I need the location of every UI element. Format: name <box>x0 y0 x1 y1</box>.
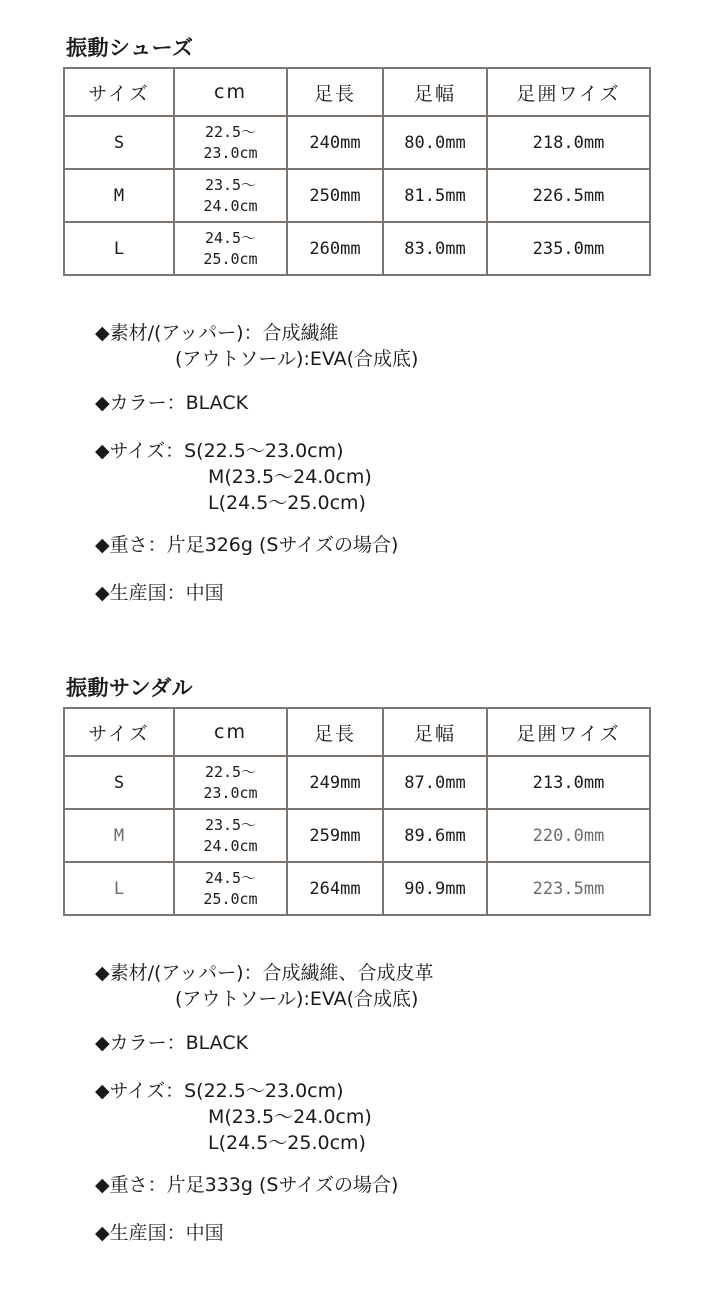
header-size: サイズ <box>64 708 174 756</box>
range-top: 23.5～ <box>204 815 257 834</box>
spec-value-sole: (アウトソール):EVA(合成底) <box>175 988 419 1010</box>
header-length: 足長 <box>287 708 383 756</box>
range-top: 22.5～ <box>204 122 257 141</box>
range-bottom: 24.0cm <box>203 196 258 215</box>
spec-value: L(24.5～25.0cm) <box>208 1132 366 1154</box>
range-bottom: 24.0cm <box>203 836 258 855</box>
section-title: 振動サンダル <box>66 676 194 700</box>
range-bottom: 25.0cm <box>203 249 258 268</box>
spec-value: 片足326g (Sサイズの場合) <box>166 534 399 556</box>
cell-size: S <box>64 756 174 809</box>
table-row <box>64 116 650 169</box>
spec-label: ◆素材/(アッパー)： <box>95 962 263 984</box>
spec-value: BLACK <box>185 392 249 414</box>
spec-label: ◆サイズ： <box>95 440 185 462</box>
cell-size: L <box>64 222 174 275</box>
spec-label: ◆カラー： <box>95 392 186 414</box>
cell-girth: 223.5mm <box>487 862 650 915</box>
header-width: 足幅 <box>383 708 487 756</box>
range-bottom: 23.0cm <box>203 783 258 802</box>
spec-value: M(23.5～24.0cm) <box>208 466 372 488</box>
spec-value: 合成繊維 <box>262 322 339 344</box>
header-cm: cm <box>174 708 287 756</box>
table-row <box>64 809 650 862</box>
spec-value-sole: (アウトソール):EVA(合成底) <box>175 348 419 370</box>
cell-range <box>174 169 287 222</box>
cell-length: 249mm <box>287 756 383 809</box>
range-bottom: 25.0cm <box>203 889 258 908</box>
cell-width: 81.5mm <box>383 169 487 222</box>
header-size: サイズ <box>64 68 174 116</box>
spec-value: S(22.5～23.0cm) <box>184 440 344 462</box>
cell-width: 87.0mm <box>383 756 487 809</box>
spec-value: 中国 <box>185 582 224 604</box>
spec-origin <box>95 1220 224 1246</box>
spec-size <box>95 1078 372 1156</box>
spec-value: L(24.5～25.0cm) <box>208 492 366 514</box>
cell-size: M <box>64 809 174 862</box>
spec-origin <box>95 580 224 606</box>
spec-label: ◆重さ： <box>95 534 167 556</box>
cell-girth: 213.0mm <box>487 756 650 809</box>
header-length: 足長 <box>287 68 383 116</box>
header-girth: 足囲ワイズ <box>487 708 650 756</box>
spec-material <box>95 320 418 372</box>
cell-girth: 235.0mm <box>487 222 650 275</box>
spec-size <box>95 438 372 516</box>
table-row <box>64 862 650 915</box>
spec-value: 片足333g (Sサイズの場合) <box>166 1174 399 1196</box>
spec-label: ◆生産国： <box>95 1222 186 1244</box>
spec-label: ◆重さ： <box>95 1174 167 1196</box>
range-top: 22.5～ <box>204 762 257 781</box>
spec-weight <box>95 532 398 558</box>
range-top: 23.5～ <box>204 175 257 194</box>
spec-value: BLACK <box>185 1032 249 1054</box>
cell-range <box>174 222 287 275</box>
cell-width: 89.6mm <box>383 809 487 862</box>
header-cm: cm <box>174 68 287 116</box>
cell-length: 250mm <box>287 169 383 222</box>
size-table <box>63 67 651 276</box>
size-table <box>63 707 651 916</box>
cell-girth: 220.0mm <box>487 809 650 862</box>
spec-value: S(22.5～23.0cm) <box>184 1080 344 1102</box>
cell-length: 259mm <box>287 809 383 862</box>
table-row <box>64 169 650 222</box>
cell-size: L <box>64 862 174 915</box>
cell-girth: 226.5mm <box>487 169 650 222</box>
table-header-row <box>64 708 650 756</box>
header-width: 足幅 <box>383 68 487 116</box>
header-girth: 足囲ワイズ <box>487 68 650 116</box>
spec-label: ◆素材/(アッパー)： <box>95 322 263 344</box>
cell-range <box>174 116 287 169</box>
cell-width: 80.0mm <box>383 116 487 169</box>
spec-value: 中国 <box>185 1222 224 1244</box>
cell-size: M <box>64 169 174 222</box>
spec-color <box>95 390 248 416</box>
spec-label: ◆サイズ： <box>95 1080 185 1102</box>
spec-label: ◆生産国： <box>95 582 186 604</box>
cell-width: 90.9mm <box>383 862 487 915</box>
cell-girth: 218.0mm <box>487 116 650 169</box>
range-top: 24.5～ <box>204 228 257 247</box>
spec-material <box>95 960 434 1012</box>
cell-range <box>174 862 287 915</box>
cell-length: 264mm <box>287 862 383 915</box>
cell-range <box>174 756 287 809</box>
cell-length: 260mm <box>287 222 383 275</box>
spec-value: M(23.5～24.0cm) <box>208 1106 372 1128</box>
range-bottom: 23.0cm <box>203 143 258 162</box>
spec-value: 合成繊維、合成皮革 <box>262 962 434 984</box>
section-title: 振動シューズ <box>66 36 194 60</box>
cell-width: 83.0mm <box>383 222 487 275</box>
table-row <box>64 756 650 809</box>
spec-weight <box>95 1172 398 1198</box>
spec-label: ◆カラー： <box>95 1032 186 1054</box>
range-top: 24.5～ <box>204 868 257 887</box>
table-header-row <box>64 68 650 116</box>
spec-color <box>95 1030 248 1056</box>
cell-length: 240mm <box>287 116 383 169</box>
cell-size: S <box>64 116 174 169</box>
cell-range <box>174 809 287 862</box>
table-row <box>64 222 650 275</box>
